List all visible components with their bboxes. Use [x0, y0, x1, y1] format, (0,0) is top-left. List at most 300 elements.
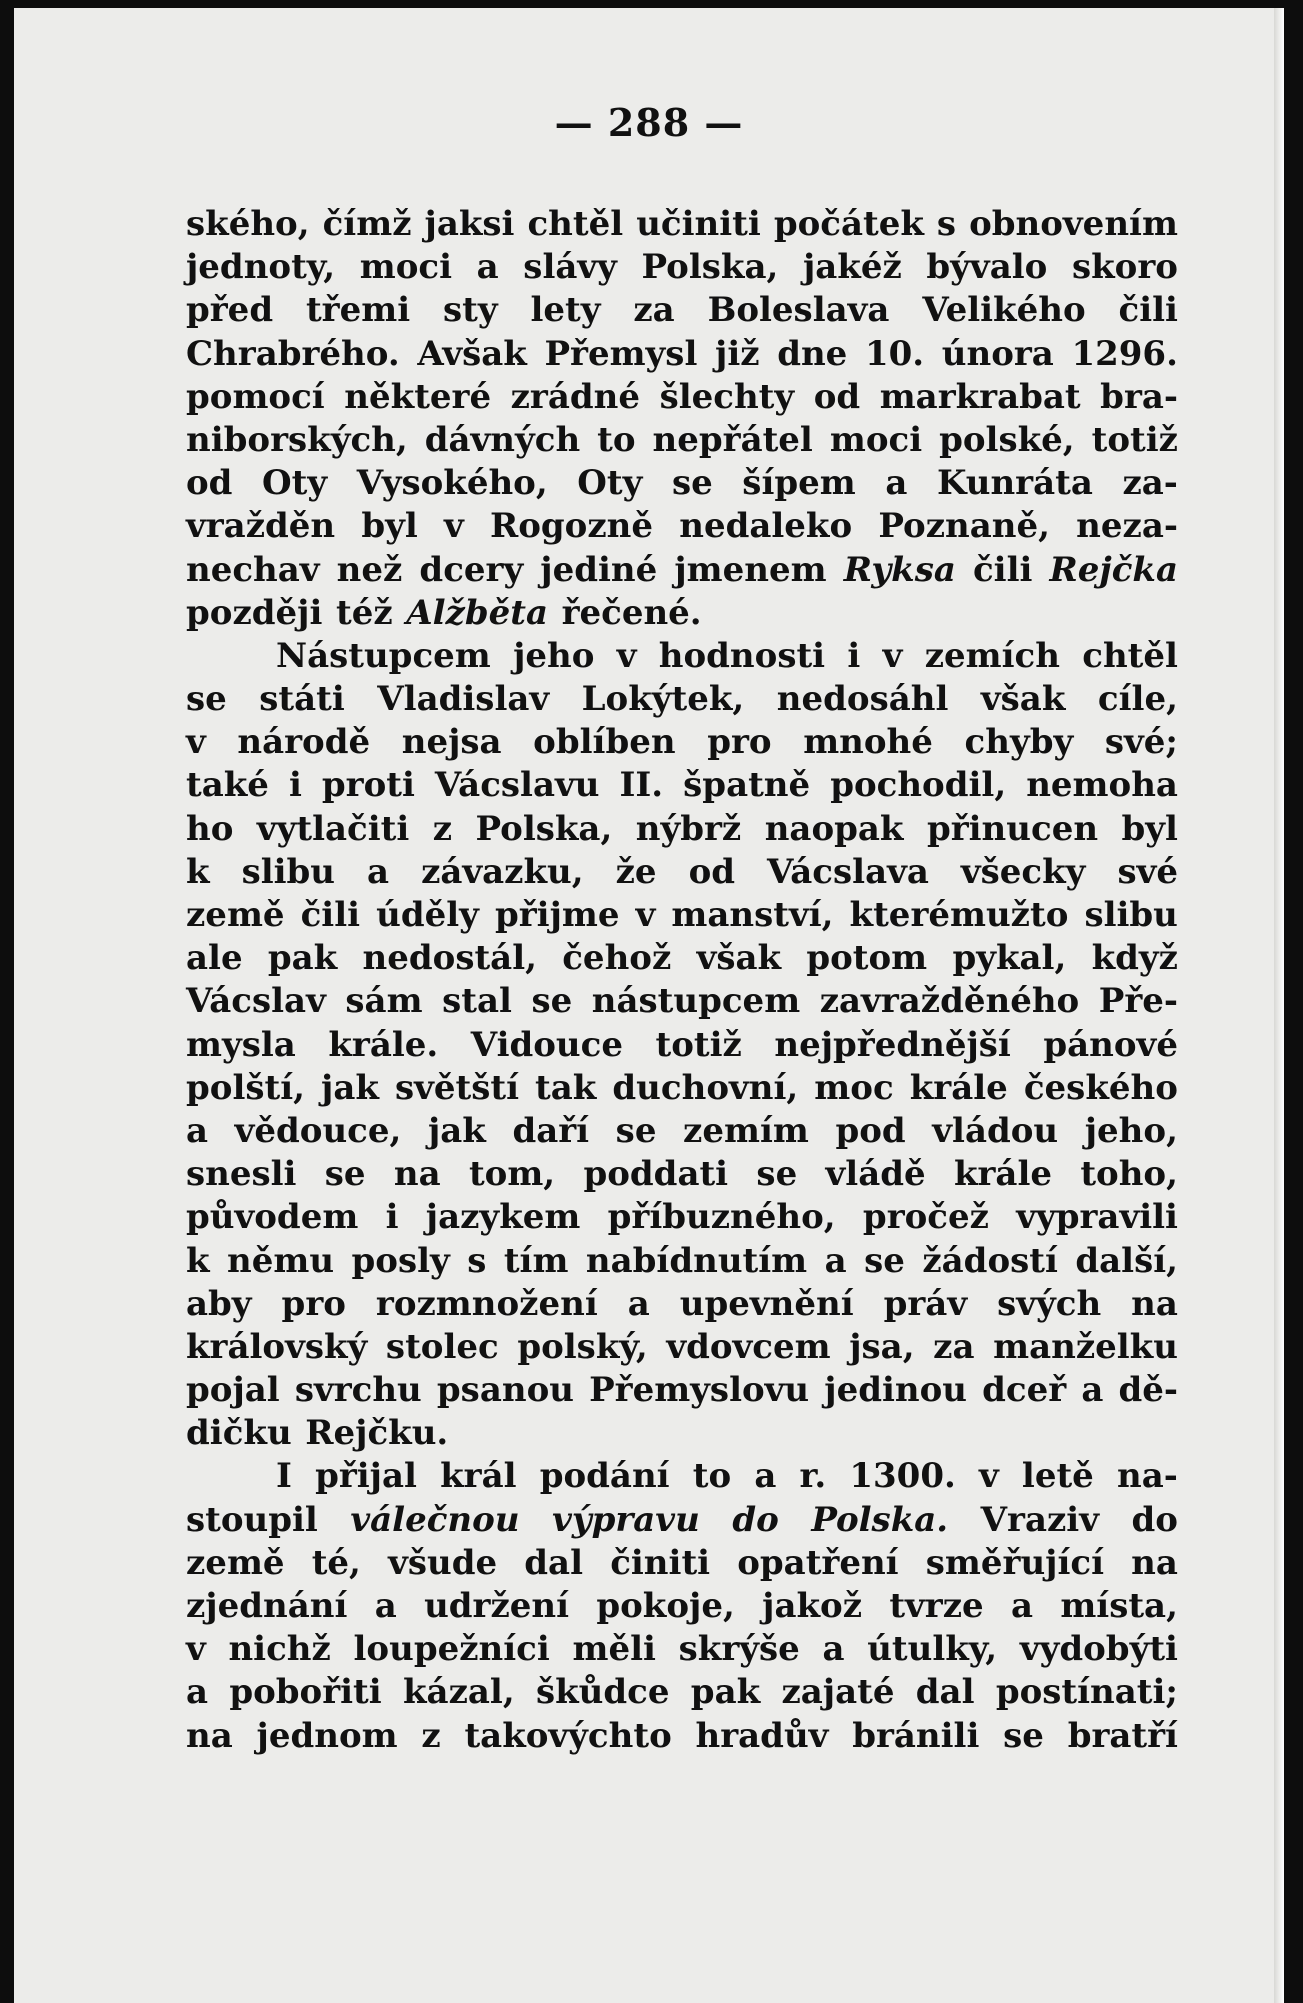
- word: do: [1131, 1499, 1178, 1540]
- word: za-: [1122, 463, 1178, 504]
- word: a: [374, 1586, 397, 1626]
- word: dceř: [982, 1370, 1067, 1411]
- word: psanou: [436, 1370, 574, 1411]
- word: ského,: [186, 204, 310, 244]
- word: nabídnutím: [585, 1240, 808, 1281]
- word: od: [813, 376, 861, 417]
- word: stal: [442, 981, 512, 1022]
- word: Přemyslovu: [589, 1370, 810, 1411]
- word: mnohé: [803, 722, 933, 763]
- word: neza-: [1076, 506, 1178, 547]
- word: jakož: [762, 1586, 863, 1626]
- word: s: [467, 1240, 487, 1281]
- word: obnovením: [969, 204, 1178, 244]
- word: aby: [186, 1283, 252, 1324]
- word: na: [393, 1154, 441, 1195]
- word: byl: [361, 506, 418, 547]
- word: další,: [1075, 1240, 1178, 1281]
- word: a: [754, 1456, 777, 1497]
- word: Lokýtek,: [581, 679, 745, 720]
- word: pochodil,: [830, 765, 1007, 806]
- word: pánové: [1043, 1024, 1178, 1065]
- word: zemím: [683, 1110, 809, 1151]
- word: útulky,: [867, 1629, 998, 1670]
- word: jakéž: [802, 247, 902, 288]
- word: oblíben: [533, 722, 676, 763]
- word: na-: [1116, 1456, 1178, 1497]
- text-line: [186, 505, 1178, 548]
- word: Polska,: [475, 808, 613, 849]
- text-line: [186, 721, 1178, 764]
- word: slibu: [241, 851, 336, 892]
- word: tak: [535, 1067, 597, 1108]
- word: že: [615, 851, 657, 892]
- word: chtěl: [1082, 635, 1178, 676]
- text-line: [186, 851, 1178, 894]
- word: Rejčku.: [305, 1413, 449, 1454]
- word: nedaleko: [679, 506, 853, 547]
- word: krále: [909, 1067, 1008, 1108]
- word: Vladislav: [377, 679, 550, 720]
- word: také: [186, 765, 269, 806]
- word: bývalo: [926, 247, 1048, 288]
- word: dne: [777, 333, 848, 374]
- word: všecky: [960, 851, 1086, 892]
- word: a: [186, 1672, 209, 1713]
- word: zavražděného: [819, 981, 1080, 1022]
- word: II.: [619, 765, 664, 806]
- word: se: [186, 679, 227, 720]
- text-line: [186, 1153, 1178, 1196]
- word: opatření: [737, 1542, 899, 1583]
- word: i: [847, 635, 861, 676]
- word: Vidouce: [470, 1024, 623, 1065]
- word: 1300.: [849, 1456, 956, 1497]
- word: nýbrž: [635, 808, 742, 849]
- word: Nástupcem: [276, 635, 491, 676]
- word: ale: [186, 938, 243, 979]
- word: Polska,: [641, 247, 779, 288]
- word: do: [732, 1499, 779, 1540]
- word: a: [1081, 1370, 1104, 1411]
- word: činiti: [610, 1542, 711, 1583]
- word: přijal: [315, 1456, 417, 1497]
- word: Vácslavu: [434, 765, 600, 806]
- text-line: [186, 462, 1178, 505]
- word: měli: [572, 1629, 656, 1670]
- word: přijme: [494, 895, 620, 935]
- word: mysla: [186, 1024, 296, 1065]
- word: řečené.: [561, 592, 702, 633]
- word: svých: [997, 1283, 1102, 1324]
- word: pak: [267, 938, 338, 979]
- word: posly: [351, 1240, 450, 1281]
- word: polský,: [517, 1326, 648, 1367]
- page-edge: [1274, 8, 1284, 2003]
- word: světští: [394, 1067, 519, 1108]
- word: duchovní,: [612, 1067, 799, 1108]
- word: a: [885, 463, 908, 504]
- word: jsa,: [849, 1326, 915, 1367]
- word: na: [1131, 1542, 1178, 1583]
- word: dcery: [419, 549, 524, 590]
- word: některé: [344, 376, 492, 417]
- word: i: [288, 765, 302, 806]
- word: státi: [259, 679, 345, 720]
- word: šípem: [742, 463, 856, 504]
- word: pobořiti: [229, 1672, 382, 1713]
- word: loupežníci: [353, 1629, 550, 1670]
- word: jediné: [540, 549, 658, 590]
- word: královský: [186, 1326, 368, 1367]
- word: února: [941, 333, 1054, 374]
- word: dávných: [424, 419, 581, 460]
- word: bra-: [1100, 376, 1178, 417]
- text-line: [186, 1455, 1178, 1498]
- word: učiniti: [636, 204, 761, 244]
- word: Boleslava: [707, 290, 890, 331]
- text-line: [186, 937, 1178, 980]
- word: místa,: [1060, 1586, 1178, 1626]
- word: pojal: [186, 1370, 280, 1411]
- word: k: [186, 851, 210, 892]
- word: udržení: [424, 1586, 570, 1626]
- word: takovýchto: [464, 1715, 672, 1756]
- word: moci: [359, 247, 453, 288]
- word: všude: [388, 1542, 498, 1583]
- word: vypravili: [1016, 1197, 1178, 1238]
- word: lety: [530, 290, 601, 331]
- word: tvrze: [889, 1586, 984, 1626]
- word: třemi: [305, 290, 411, 331]
- word: v: [444, 506, 464, 547]
- word: a: [476, 247, 499, 288]
- word: I: [276, 1456, 292, 1497]
- text-line: [186, 980, 1178, 1023]
- word: 1296.: [1071, 333, 1178, 374]
- word: Vysokého,: [356, 463, 548, 504]
- word: Chrabrého.: [186, 333, 400, 374]
- page-body-text: [186, 203, 1178, 1758]
- word: krále.: [328, 1024, 439, 1065]
- text-line: [186, 1715, 1178, 1758]
- word: Vácslava: [767, 851, 929, 892]
- word: země: [186, 895, 285, 935]
- word: země: [186, 1542, 285, 1583]
- page-number: — 288 —: [554, 100, 744, 145]
- word: od: [186, 463, 233, 504]
- word: r.: [799, 1456, 827, 1497]
- word: své;: [1104, 722, 1178, 763]
- text-line: [186, 333, 1178, 376]
- word: kázal,: [402, 1672, 515, 1713]
- word: letě: [1021, 1456, 1094, 1497]
- word: pro: [707, 722, 772, 763]
- word: jednoty,: [186, 247, 336, 288]
- word: pokoje,: [596, 1586, 735, 1626]
- word: pomocí: [186, 376, 325, 417]
- word: sty: [443, 290, 498, 331]
- word: postínati;: [995, 1672, 1178, 1713]
- word: v: [635, 895, 656, 935]
- word: za: [633, 290, 675, 331]
- word: Přemysl: [544, 333, 698, 374]
- word: výpravu: [552, 1499, 700, 1540]
- word: vytlačiti: [256, 808, 410, 849]
- word: s: [936, 204, 957, 244]
- word: totiž: [1091, 419, 1178, 460]
- word: naopak: [764, 808, 904, 849]
- word: bratří: [1067, 1715, 1178, 1756]
- word: a: [627, 1283, 650, 1324]
- word: niborských,: [186, 419, 408, 460]
- word: snesli: [186, 1154, 297, 1195]
- word: upevnění: [679, 1283, 854, 1324]
- word: podání: [539, 1456, 670, 1497]
- word: a: [824, 1240, 847, 1281]
- word: pykal,: [952, 938, 1067, 979]
- text-line: [186, 678, 1178, 721]
- word: chyby: [964, 722, 1074, 763]
- word: jedinou: [824, 1370, 968, 1411]
- word: to: [597, 419, 636, 460]
- text-line: [186, 1499, 1178, 1542]
- word: krále: [953, 1154, 1052, 1195]
- word: v: [186, 1629, 206, 1670]
- word: Velikého: [922, 290, 1086, 331]
- word: počátek: [773, 204, 924, 244]
- word: totiž: [655, 1024, 742, 1065]
- word: 10.: [864, 333, 925, 374]
- word: jednom: [256, 1715, 398, 1756]
- word: nepřátel: [652, 419, 813, 460]
- word: markrabat: [879, 376, 1081, 417]
- word: polští,: [186, 1067, 305, 1108]
- word: příbuzného,: [607, 1197, 836, 1238]
- word: té,: [311, 1542, 361, 1583]
- word: Vraziv: [980, 1499, 1099, 1540]
- word: skrýše: [678, 1629, 800, 1670]
- text-line: [186, 635, 1178, 678]
- word: Vácslav: [186, 981, 326, 1022]
- word: manželku: [993, 1326, 1178, 1367]
- word: Ryksa: [843, 549, 956, 590]
- word: nemoha: [1026, 765, 1178, 806]
- word: se: [324, 1154, 366, 1195]
- word: českého: [1023, 1067, 1178, 1108]
- text-line: [186, 1326, 1178, 1369]
- word: Oty: [577, 463, 643, 504]
- word: chtěl: [527, 204, 624, 244]
- word: od: [688, 851, 736, 892]
- text-line: [186, 376, 1178, 419]
- word: se: [756, 1154, 798, 1195]
- word: poddati: [583, 1154, 729, 1195]
- word: původem: [186, 1197, 359, 1238]
- word: jak: [321, 1067, 379, 1108]
- book-page: [14, 8, 1284, 2003]
- word: zajaté: [781, 1672, 895, 1713]
- text-line: [186, 1240, 1178, 1283]
- text-line: [186, 203, 1178, 246]
- word: na: [1131, 1283, 1178, 1324]
- word: přinucen: [926, 808, 1099, 849]
- word: ho: [186, 808, 234, 849]
- word: byl: [1121, 808, 1178, 849]
- word: vražděn: [186, 506, 336, 547]
- word: sám: [345, 981, 423, 1022]
- word: žádostí: [922, 1240, 1058, 1281]
- word: jak: [427, 1110, 486, 1151]
- word: daří: [512, 1110, 590, 1151]
- word: později: [186, 592, 323, 633]
- word: potom: [806, 938, 928, 979]
- word: pročež: [862, 1197, 989, 1238]
- word: jeho,: [1084, 1110, 1178, 1151]
- word: čili: [972, 549, 1033, 590]
- word: špatně: [683, 765, 811, 806]
- word: dal: [524, 1542, 584, 1583]
- word: z: [432, 808, 453, 849]
- text-line: [186, 1196, 1178, 1239]
- word: též: [335, 592, 393, 633]
- word: na: [186, 1715, 233, 1756]
- word: jazykem: [425, 1197, 581, 1238]
- word: zrádné: [510, 376, 641, 417]
- word: v: [186, 722, 206, 763]
- word: jmenem: [674, 549, 827, 590]
- text-line: [186, 894, 1178, 937]
- word: se: [671, 463, 713, 504]
- word: nedostál,: [362, 938, 537, 979]
- word: bránili: [852, 1715, 980, 1756]
- word: své: [1117, 851, 1178, 892]
- word: práv: [883, 1283, 968, 1324]
- text-line: [186, 549, 1178, 592]
- word: moci: [829, 419, 923, 460]
- word: však: [980, 679, 1066, 720]
- word: jeho: [513, 635, 595, 676]
- word: z: [421, 1715, 441, 1756]
- word: Oty: [262, 463, 328, 504]
- word: nástupcem: [591, 981, 801, 1022]
- word: Alžběta: [406, 592, 548, 633]
- word: nechav: [186, 549, 320, 590]
- word: škůdce: [535, 1672, 670, 1713]
- word: vládou: [932, 1110, 1059, 1151]
- text-line: [186, 592, 1178, 635]
- word: čímž: [322, 204, 412, 244]
- word: dě-: [1118, 1370, 1178, 1411]
- word: Kunráta: [936, 463, 1093, 504]
- word: němu: [227, 1240, 335, 1281]
- word: se: [615, 1110, 657, 1151]
- word: šlechty: [659, 376, 795, 417]
- word: cíle,: [1097, 679, 1178, 720]
- word: zemích: [924, 635, 1060, 676]
- word: v: [882, 635, 903, 676]
- word: nejsa: [401, 722, 502, 763]
- word: když: [1091, 938, 1178, 979]
- word: k: [186, 1240, 210, 1281]
- word: dičku: [186, 1413, 292, 1454]
- word: moc: [814, 1067, 894, 1108]
- word: nejpřednější: [774, 1024, 1011, 1065]
- word: čehož: [562, 938, 672, 979]
- word: toho,: [1080, 1154, 1178, 1195]
- word: Poznaně,: [878, 506, 1050, 547]
- word: stoupil: [186, 1499, 318, 1540]
- word: se: [1003, 1715, 1044, 1756]
- text-line: [186, 1628, 1178, 1671]
- text-line: [186, 1412, 1178, 1455]
- word: dal: [915, 1672, 975, 1713]
- word: skoro: [1071, 247, 1178, 288]
- word: nedosáhl: [776, 679, 949, 720]
- word: před: [186, 290, 274, 331]
- word: v: [978, 1456, 999, 1497]
- text-line: [186, 808, 1178, 851]
- word: slávy: [523, 247, 617, 288]
- word: Avšak: [417, 333, 527, 374]
- word: tom,: [468, 1154, 556, 1195]
- word: rozmnožení: [375, 1283, 598, 1324]
- text-line: [186, 1110, 1178, 1153]
- text-line: [186, 1585, 1178, 1628]
- word: čili: [300, 895, 361, 935]
- text-line: [186, 289, 1178, 332]
- word: vdovcem: [666, 1326, 831, 1367]
- text-line: [186, 246, 1178, 289]
- word: stolec: [385, 1326, 499, 1367]
- word: vydobýti: [1019, 1629, 1178, 1670]
- word: hodnosti: [658, 635, 826, 676]
- word: však: [696, 938, 782, 979]
- word: směřující: [925, 1542, 1104, 1583]
- word: se: [531, 981, 573, 1022]
- word: svrchu: [294, 1370, 422, 1411]
- word: Polska.: [811, 1499, 949, 1540]
- text-line: [186, 1369, 1178, 1412]
- word: a: [822, 1629, 845, 1670]
- word: jaksi: [424, 204, 515, 244]
- word: než: [336, 549, 403, 590]
- word: i: [385, 1197, 399, 1238]
- word: pod: [835, 1110, 906, 1151]
- word: tím: [503, 1240, 569, 1281]
- text-line: [186, 419, 1178, 462]
- text-line: [186, 1671, 1178, 1714]
- word: úděly: [376, 895, 479, 935]
- text-line: [186, 1024, 1178, 1067]
- word: Rogozně: [489, 506, 654, 547]
- word: kterémužto: [849, 895, 1069, 935]
- word: a: [186, 1110, 209, 1151]
- word: to: [692, 1456, 732, 1497]
- word: válečnou: [350, 1499, 520, 1540]
- word: se: [864, 1240, 905, 1281]
- word: v: [616, 635, 637, 676]
- word: Rejčka: [1049, 549, 1178, 590]
- text-line: [186, 1542, 1178, 1585]
- text-line: [186, 1067, 1178, 1110]
- word: proti: [321, 765, 415, 806]
- word: závazku,: [421, 851, 584, 892]
- word: za: [933, 1326, 975, 1367]
- word: hradův: [695, 1715, 829, 1756]
- word: nichž: [228, 1629, 331, 1670]
- word: král: [440, 1456, 517, 1497]
